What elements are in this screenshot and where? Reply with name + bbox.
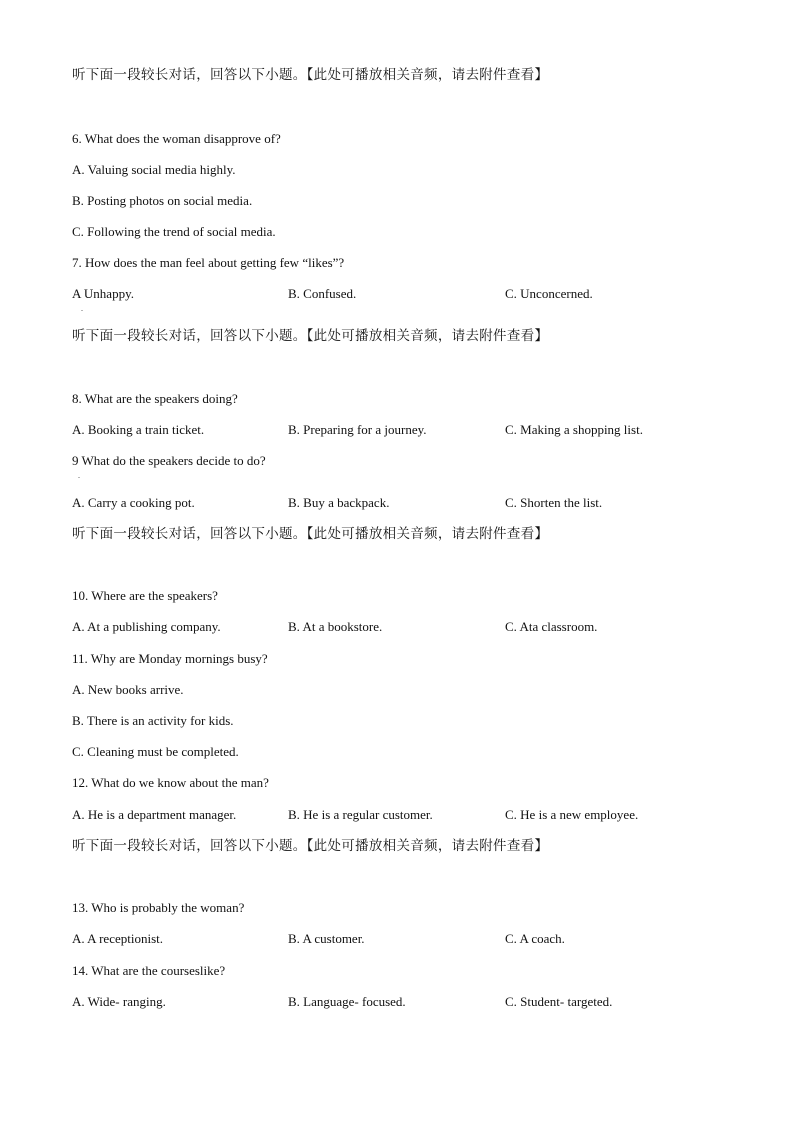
question-7-option-c: C. Unconcerned. [505, 286, 593, 301]
question-11-stem: 11. Why are Monday mornings busy? [72, 651, 268, 666]
question-14-option-b: B. Language- focused. [288, 994, 406, 1009]
question-8-option-c: C. Making a shopping list. [505, 422, 643, 437]
question-11-option-c: C. Cleaning must be completed. [72, 744, 239, 759]
question-11-option-b: B. There is an activity for kids. [72, 713, 234, 728]
question-14-stem: 14. What are the courseslike? [72, 963, 226, 978]
question-12-option-b: B. He is a regular customer. [288, 807, 433, 822]
stray-dot-mark: . [78, 471, 80, 480]
listening-instruction: 听下面一段较长对话，回答以下小题。【此处可播放相关音频，请去附件查看】 [72, 67, 549, 83]
question-7-option-b: B. Confused. [288, 286, 357, 301]
question-8-stem: 8. What are the speakers doing? [72, 391, 238, 406]
question-10-stem: 10. Where are the speakers? [72, 588, 218, 603]
question-9-option-c: C. Shorten the list. [505, 495, 603, 510]
question-9-option-a: A. Carry a cooking pot. [72, 495, 195, 510]
question-9-stem: 9 What do the speakers decide to do? [72, 453, 266, 468]
question-13-option-a: A. A receptionist. [72, 931, 163, 946]
question-12-option-c: C. He is a new employee. [505, 807, 639, 822]
question-7-option-a: A Unhappy. [72, 286, 134, 301]
question-10-option-a: A. At a publishing company. [72, 619, 221, 634]
question-8-option-a: A. Booking a train ticket. [72, 422, 205, 437]
stray-dot-mark: . [81, 304, 83, 313]
question-6-option-b: B. Posting photos on social media. [72, 193, 253, 208]
question-6-option-c: C. Following the trend of social media. [72, 224, 276, 239]
question-13-option-b: B. A customer. [288, 931, 365, 946]
question-11-option-a: A. New books arrive. [72, 682, 184, 697]
listening-instruction: 听下面一段较长对话，回答以下小题。【此处可播放相关音频，请去附件查看】 [72, 838, 549, 854]
question-14-option-a: A. Wide- ranging. [72, 994, 166, 1009]
question-12-option-a: A. He is a department manager. [72, 807, 237, 822]
question-14-option-c: C. Student- targeted. [505, 994, 613, 1009]
question-8-option-b: B. Preparing for a journey. [288, 422, 427, 437]
listening-instruction: 听下面一段较长对话，回答以下小题。【此处可播放相关音频，请去附件查看】 [72, 526, 549, 542]
question-9-option-b: B. Buy a backpack. [288, 495, 390, 510]
question-10-option-b: B. At a bookstore. [288, 619, 383, 634]
question-7-stem: 7. How does the man feel about getting few “likes”? [72, 255, 345, 270]
listening-instruction: 听下面一段较长对话，回答以下小题。【此处可播放相关音频，请去附件查看】 [72, 328, 549, 344]
question-13-stem: 13. Who is probably the woman? [72, 900, 245, 915]
question-10-option-c: C. Ata classroom. [505, 619, 598, 634]
question-6-option-a: A. Valuing social media highly. [72, 162, 236, 177]
question-6-stem: 6. What does the woman disapprove of? [72, 131, 281, 146]
question-12-stem: 12. What do we know about the man? [72, 775, 269, 790]
question-13-option-c: C. A coach. [505, 931, 565, 946]
